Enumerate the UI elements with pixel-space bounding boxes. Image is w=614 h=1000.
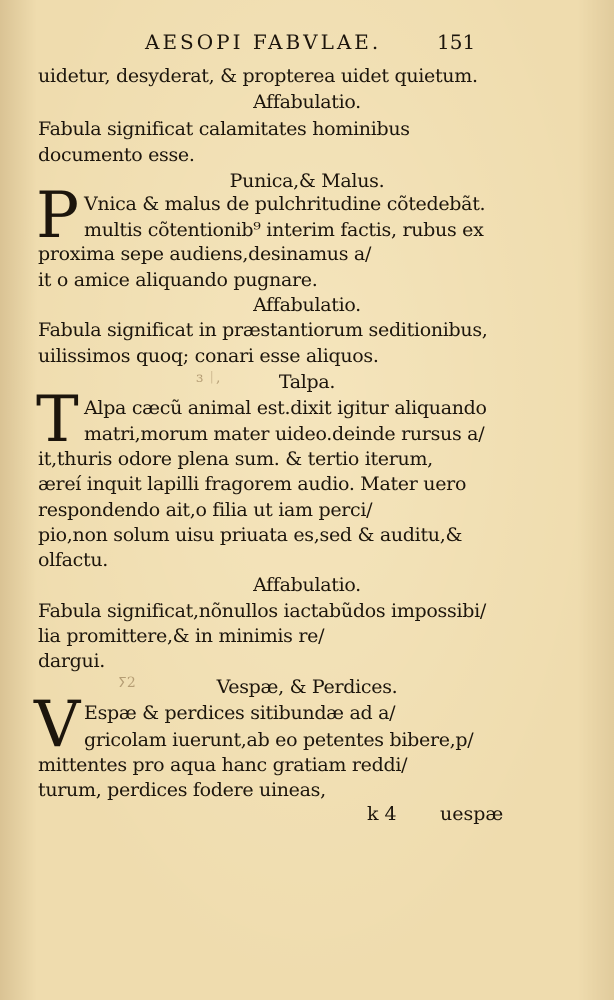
text-line: lia promittere,& in minimis re/ (38, 625, 325, 647)
drop-cap: P (36, 179, 80, 253)
text-line: multis cõtentionib⁹ interim factis, rubus ex (84, 219, 484, 241)
fable-title: Punica,& Malus. (229, 170, 385, 192)
text-line: pio,non solum uisu priuata es,sed & auditu,& (38, 524, 463, 546)
text-line: it o amice aliquando pugnare. (38, 269, 318, 291)
text-line: Alpa cæcũ animal est.dixit igitur aliquando (84, 397, 487, 419)
text-line: gricolam iuerunt,ab eo petentes bibere,p/ (84, 729, 474, 751)
catchword: uespæ (440, 803, 504, 825)
text-line: æreí inquit lapilli fragorem audio. Mater uero (38, 473, 467, 495)
text-line: Espæ & perdices sitibundæ ad a/ (84, 702, 396, 724)
text-line: uidetur, desyderat, & propterea uidet quietum. (38, 65, 478, 87)
text-line: uilissimos quoq; conari esse aliquos. (38, 345, 379, 367)
page-number: 151 (437, 30, 476, 54)
section-heading: Affabulatio. (253, 91, 361, 113)
text-line: proxima sepe audiens,desinamus a/ (38, 243, 372, 265)
text-line: documento esse. (38, 144, 195, 166)
text-line: respondendo ait,o filia ut iam perci/ (38, 499, 373, 521)
text-line: Vnica & malus de pulchritudine cõtedebãt. (84, 193, 486, 215)
text-line: olfactu. (38, 549, 109, 571)
text-line: Fabula significat in præstantiorum seditionibus, (38, 319, 488, 341)
ink-mark: ⵢ2 (118, 675, 136, 691)
drop-cap: V (34, 688, 81, 762)
fable-title: Vespæ, & Perdices. (216, 676, 398, 698)
signature-mark: k 4 (367, 803, 397, 825)
text-line: Fabula significat calamitates hominibus (38, 118, 410, 140)
section-heading: Affabulatio. (253, 574, 361, 596)
text-line: matri,morum mater uideo.deinde rursus a/ (84, 423, 485, 445)
text-line: turum, perdices fodere uineas, (38, 779, 326, 801)
text-line: mittentes pro aqua hanc gratiam reddi/ (38, 754, 408, 776)
drop-cap: T (36, 383, 79, 457)
fable-title: Talpa. (278, 371, 336, 393)
ink-mark: ɜ ᛁ, (196, 370, 221, 386)
text-line: dargui. (38, 650, 105, 672)
text-line: it,thuris odore plena sum. & tertio iterum, (38, 448, 433, 470)
running-title: AESOPI FABVLAE. (145, 30, 382, 54)
text-line: Fabula significat,nõnullos iactabũdos impossibi/ (38, 600, 486, 622)
section-heading: Affabulatio. (253, 294, 361, 316)
